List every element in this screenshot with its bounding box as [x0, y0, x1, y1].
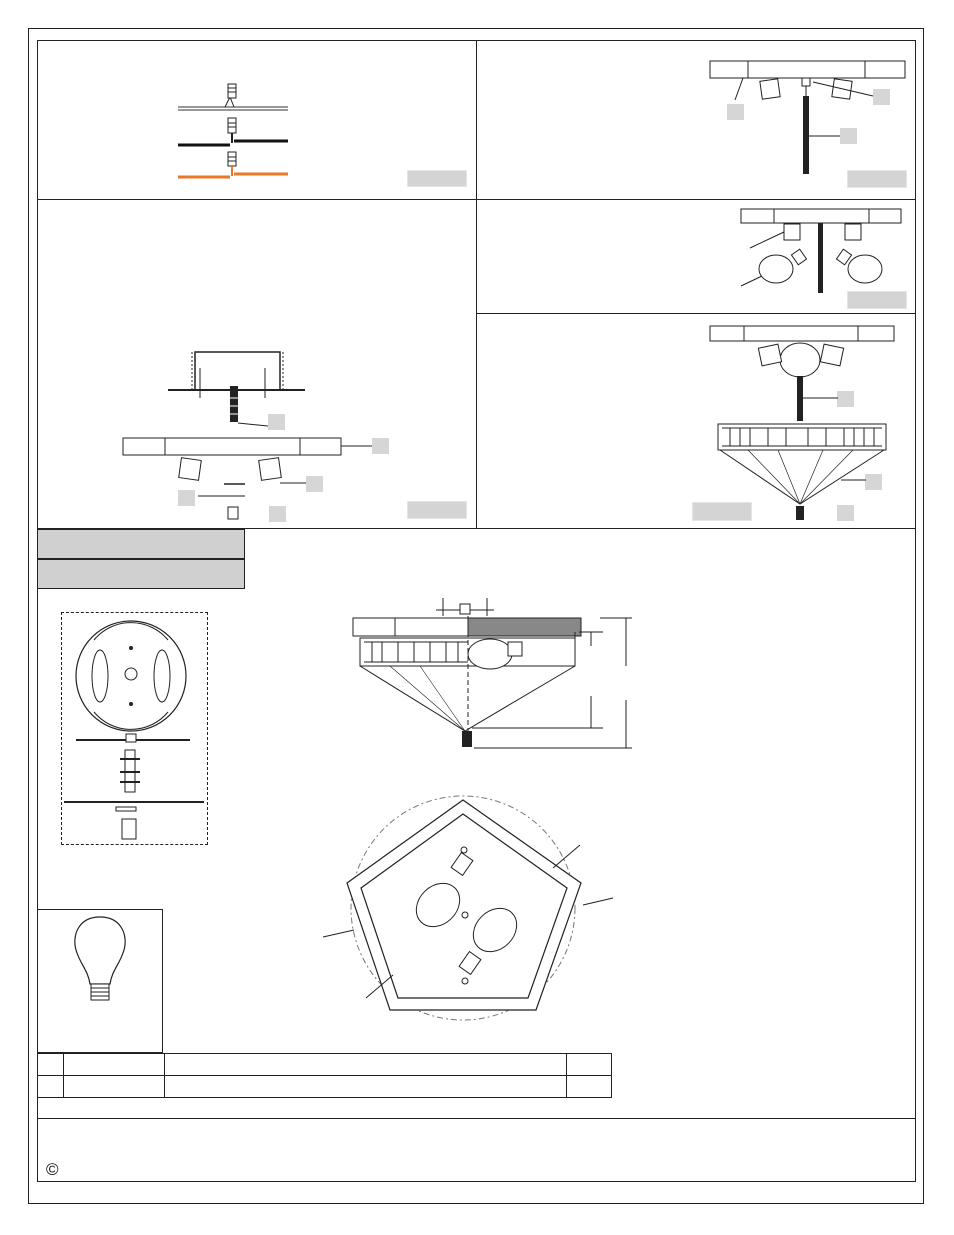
section-header-band	[37, 529, 245, 559]
bulb-install-diagram	[738, 206, 908, 298]
light-bulb-icon	[68, 914, 133, 1006]
table-cell	[165, 1054, 567, 1076]
table-cell	[64, 1054, 165, 1076]
ceiling-mount-diagram	[120, 348, 350, 523]
mounting-hardware-diagram	[70, 614, 205, 844]
copyright-symbol: ©	[46, 1160, 59, 1179]
panel-divider	[476, 313, 916, 314]
panel-divider	[476, 40, 477, 528]
shade-assembly-diagram	[708, 324, 898, 529]
table-cell	[64, 1076, 165, 1098]
fixture-elevation-diagram	[350, 596, 640, 756]
part-number-box	[372, 438, 389, 454]
footer-divider	[37, 1118, 916, 1119]
canopy-rod-diagram	[705, 58, 905, 183]
step-label-tag	[407, 170, 467, 187]
fixture-plan-view-diagram	[318, 790, 618, 1025]
table-row	[38, 1076, 612, 1098]
table-cell	[567, 1054, 612, 1076]
step-label-tag	[407, 501, 467, 519]
table-cell	[165, 1076, 567, 1098]
table-header-row	[38, 1054, 612, 1076]
wire-connection-diagram	[170, 78, 300, 188]
table-cell	[38, 1054, 64, 1076]
parts-table	[37, 1053, 612, 1098]
section-header-band	[37, 559, 245, 589]
table-cell	[567, 1076, 612, 1098]
table-cell	[38, 1076, 64, 1098]
panel-divider	[37, 199, 916, 200]
